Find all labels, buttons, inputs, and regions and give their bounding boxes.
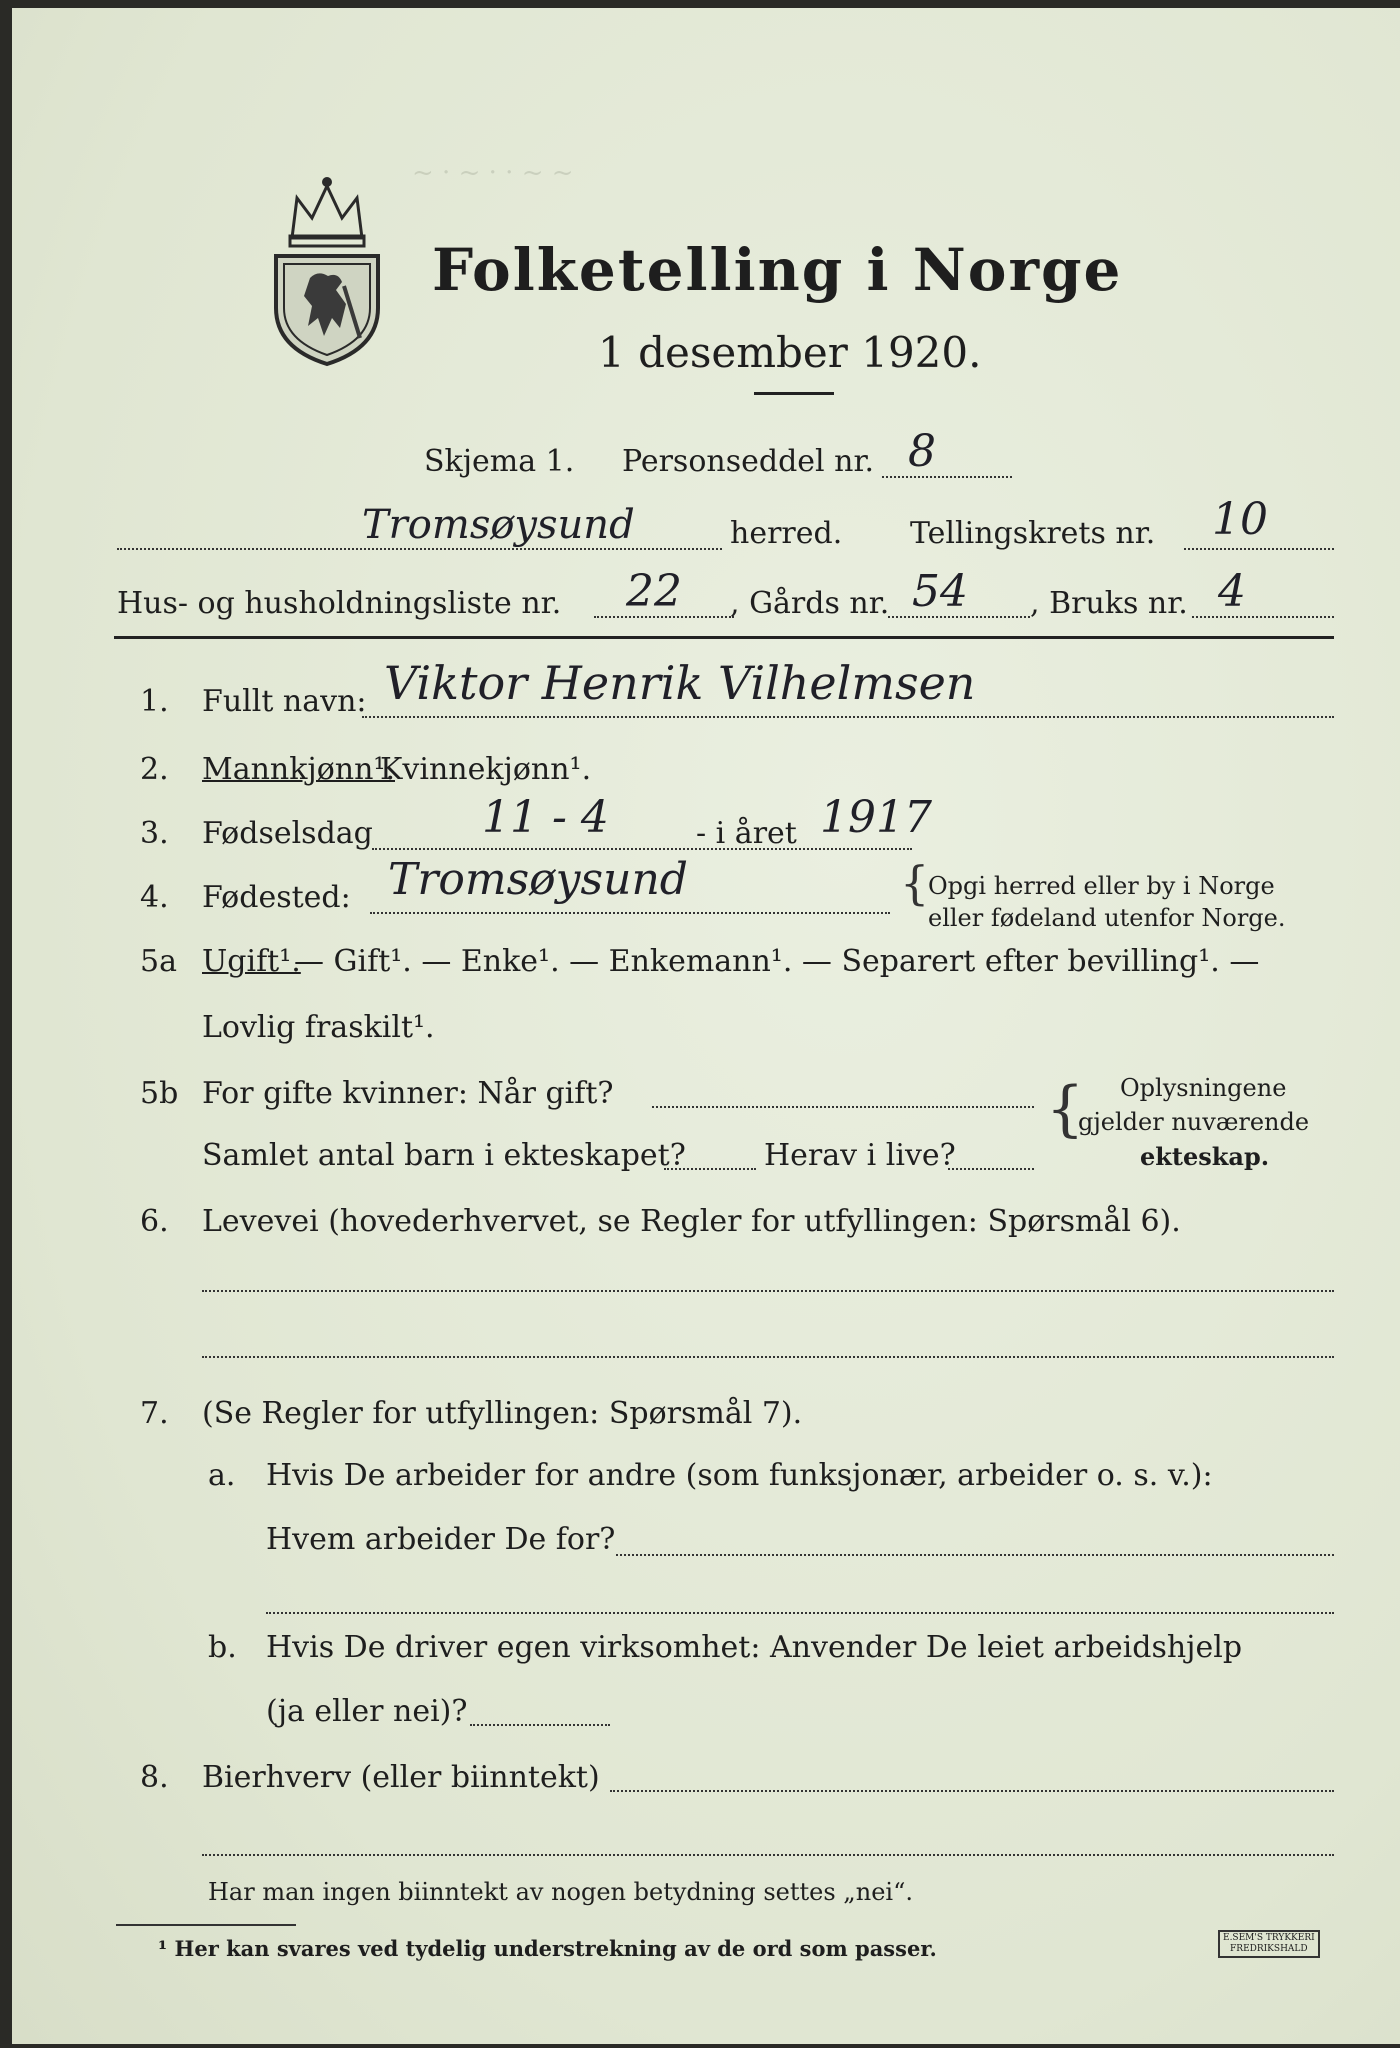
herred-value[interactable]: Tromsøysund xyxy=(362,502,635,548)
q7a-letter: a. xyxy=(208,1458,236,1493)
q4-note-2: eller fødeland utenfor Norge. xyxy=(928,904,1286,932)
q3-value[interactable]: 11 - 4 xyxy=(482,792,609,843)
q5b-brace: { xyxy=(1046,1074,1085,1144)
hus-value[interactable]: 22 xyxy=(626,566,682,617)
q7b-line xyxy=(470,1724,610,1726)
q6-number: 6. xyxy=(140,1204,169,1239)
q4-brace: { xyxy=(900,856,930,910)
bruks-value[interactable]: 4 xyxy=(1218,566,1246,617)
gards-label: , Gårds nr. xyxy=(730,586,890,621)
printer-stamp-line-1: E.SEM'S TRYKKERI xyxy=(1223,1933,1315,1943)
tellingskrets-label: Tellingskrets nr. xyxy=(910,516,1156,551)
hus-label: Hus- og husholdningsliste nr. xyxy=(117,586,562,621)
personseddel-label: Personseddel nr. xyxy=(622,444,875,479)
q8-number: 8. xyxy=(140,1760,169,1795)
q7a-question: Hvem arbeider De for? xyxy=(266,1522,616,1557)
q6-line-2 xyxy=(202,1356,1334,1358)
stamp-marks: ~ · ~ · · ~ ~ xyxy=(412,158,574,188)
q7b-letter: b. xyxy=(208,1630,237,1665)
q8-line-1 xyxy=(610,1790,1334,1792)
printer-stamp xyxy=(1218,1930,1320,1958)
q3-label: Fødselsdag xyxy=(202,816,373,851)
census-form-page xyxy=(12,8,1400,2044)
q1-value[interactable]: Viktor Henrik Vilhelmsen xyxy=(384,656,976,710)
herred-line xyxy=(117,548,722,550)
page-title: Folketelling i Norge xyxy=(432,236,1123,304)
herred-label: herred. xyxy=(730,516,843,551)
q3-year-label: - i året xyxy=(696,816,797,851)
footnote-rule xyxy=(116,1924,296,1926)
norwegian-coat-of-arms-icon xyxy=(262,168,392,368)
q3-number: 3. xyxy=(140,816,169,851)
q7b-text: Hvis De driver egen virksomhet: Anvender De leiet arbeidshjelp xyxy=(266,1630,1243,1665)
page-subtitle: 1 desember 1920. xyxy=(598,328,982,377)
q4-value[interactable]: Tromsøysund xyxy=(388,854,688,905)
tellingskrets-line xyxy=(1184,548,1334,550)
q3-year-value[interactable]: 1917 xyxy=(820,792,932,843)
q5b-note-3: ekteskap. xyxy=(1140,1142,1270,1171)
q5b-alive-line xyxy=(948,1168,1034,1170)
footnote: ¹ Her kan svares ved tydelig understrekning av de ord som passer. xyxy=(158,1936,937,1961)
printer-stamp-line-2: FREDRIKSHALD xyxy=(1230,1944,1308,1954)
q5b-children-line xyxy=(664,1168,756,1170)
q7a-text: Hvis De arbeider for andre (som funksjonær, arbeider o. s. v.): xyxy=(266,1458,1213,1493)
q5a-ugift[interactable]: Ugift¹. xyxy=(202,944,301,979)
tellingskrets-value[interactable]: 10 xyxy=(1212,494,1268,545)
bruks-label: , Bruks nr. xyxy=(1030,586,1188,621)
q5a-number: 5a xyxy=(140,944,177,979)
q5a-fraskilt[interactable]: Lovlig fraskilt¹. xyxy=(202,1010,435,1045)
q7a-line-1 xyxy=(616,1554,1334,1556)
personseddel-line xyxy=(882,476,1012,478)
header-rule xyxy=(114,636,1334,639)
skjema-label: Skjema 1. xyxy=(424,444,575,479)
q4-note-1: Opgi herred eller by i Norge xyxy=(928,872,1275,900)
q5b-label: For gifte kvinner: Når gift? xyxy=(202,1076,614,1111)
q7-number: 7. xyxy=(140,1396,169,1431)
q4-label: Fødested: xyxy=(202,880,351,915)
q1-number: 1. xyxy=(140,684,169,719)
q5b-number: 5b xyxy=(140,1076,179,1111)
q1-label: Fullt navn: xyxy=(202,684,367,719)
q5a-options[interactable]: — Gift¹. — Enke¹. — Enkemann¹. — Separert efter bevilling¹. — xyxy=(294,944,1260,979)
q7-label: (Se Regler for utfyllingen: Spørsmål 7). xyxy=(202,1396,803,1431)
title-divider xyxy=(754,392,834,395)
q5b-children-label: Samlet antal barn i ekteskapet? xyxy=(202,1138,686,1173)
q4-number: 4. xyxy=(140,880,169,915)
q3-line xyxy=(372,848,912,850)
q8-line-2 xyxy=(202,1854,1334,1856)
q8-label: Bierhverv (eller biinntekt) xyxy=(202,1760,600,1795)
q6-label: Levevei (hovederhvervet, se Regler for utfyllingen: Spørsmål 6). xyxy=(202,1204,1181,1239)
q2-male[interactable]: Mannkjønn¹. xyxy=(202,752,395,787)
q2-female[interactable]: Kvinnekjønn¹. xyxy=(380,752,592,787)
q4-line xyxy=(370,912,890,914)
q5b-note-2: gjelder nuværende xyxy=(1078,1108,1310,1136)
q6-line-1 xyxy=(202,1290,1334,1292)
q7a-line-2 xyxy=(266,1612,1334,1614)
q2-number: 2. xyxy=(140,752,169,787)
bruks-line xyxy=(1192,616,1334,618)
q7b-question: (ja eller nei)? xyxy=(266,1694,468,1729)
q5b-gift-line xyxy=(652,1106,1034,1108)
q5b-alive-label: Herav i live? xyxy=(764,1138,956,1173)
q1-line xyxy=(362,716,1334,718)
q8-note: Har man ingen biinntekt av nogen betydning settes „nei“. xyxy=(208,1878,913,1906)
gards-value[interactable]: 54 xyxy=(912,566,968,617)
q5b-note-1: Oplysningene xyxy=(1120,1074,1287,1102)
personseddel-value[interactable]: 8 xyxy=(908,426,936,477)
